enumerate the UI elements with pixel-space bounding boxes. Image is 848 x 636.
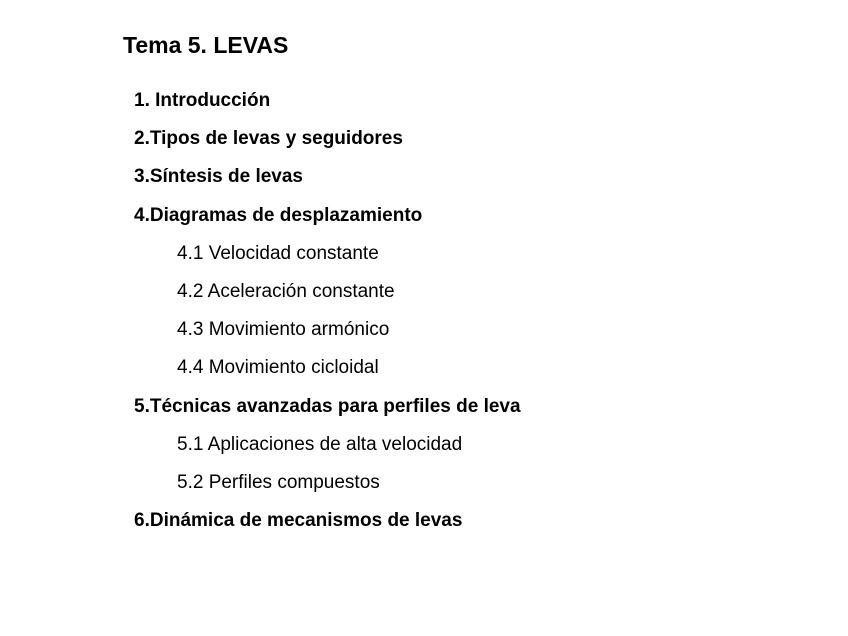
toc-subsection-aceleracion-constante: 4.2 Aceleración constante [177,280,395,302]
toc-subsection-velocidad-constante: 4.1 Velocidad constante [177,242,379,264]
toc-section-introduccion: 1. Introducción [134,90,271,111]
toc-section-tipos-de-levas: 2.Tipos de levas y seguidores [134,128,403,150]
toc-section-tecnicas-avanzadas: 5.Técnicas avanzadas para perfiles de leva [134,395,521,417]
slide-title: Tema 5. LEVAS [123,32,289,58]
table-of-contents [134,88,521,546]
toc-subsection-movimiento-cicloidal: 4.4 Movimiento cicloidal [177,357,379,379]
toc-section-dinamica-de-mecanismos: 6.Dinámica de mecanismos de levas [134,510,463,532]
toc-section-diagramas-de-desplazamiento: 4.Diagramas de desplazamiento [134,204,423,226]
toc-subsection-perfiles-compuestos: 5.2 Perfiles compuestos [177,471,380,493]
toc-section-sintesis-de-levas: 3.Síntesis de levas [134,166,303,188]
toc-subsection-alta-velocidad: 5.1 Aplicaciones de alta velocidad [177,433,463,455]
toc-subsection-movimiento-armonico: 4.3 Movimiento armónico [177,319,390,341]
